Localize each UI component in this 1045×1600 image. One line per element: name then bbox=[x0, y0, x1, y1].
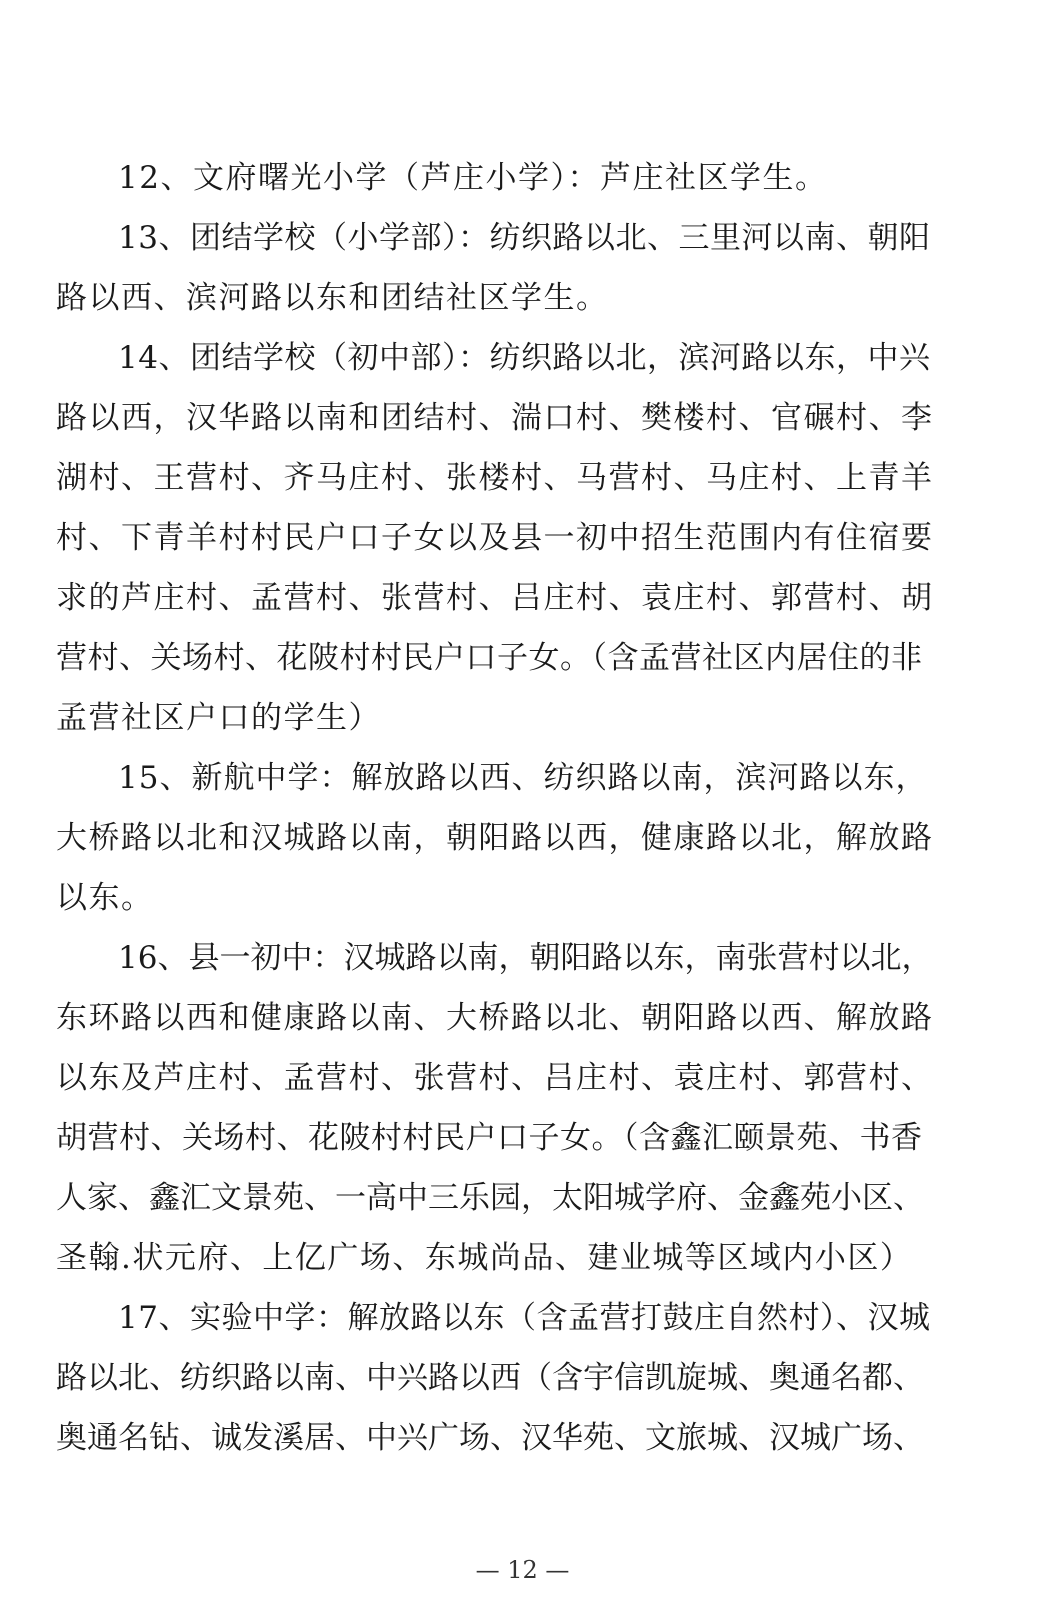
paragraph-14-line-5: 求的芦庄村、孟营村、张营村、吕庄村、袁庄村、郭营村、胡 bbox=[56, 580, 934, 616]
paragraph-14-line-3: 湖村、王营村、齐马庄村、张楼村、马营村、马庄村、上青羊 bbox=[56, 460, 934, 496]
paragraph-12-line-1: 12、文府曙光小学（芦庄小学）：芦庄社区学生。 bbox=[118, 160, 828, 196]
paragraph-17-line-1: 17、实验中学：解放路以东（含孟营打鼓庄自然村）、汉城 bbox=[118, 1300, 931, 1336]
paragraph-15-line-3: 以东。 bbox=[56, 880, 154, 916]
paragraph-13-line-2: 路以西、滨河路以东和团结社区学生。 bbox=[56, 280, 609, 316]
paragraph-15-line-1: 15、新航中学：解放路以西、纺织路以南，滨河路以东， bbox=[118, 760, 928, 796]
paragraph-14-line-2: 路以西，汉华路以南和团结村、湍口村、樊楼村、官碾村、李 bbox=[56, 400, 934, 436]
paragraph-14-line-1: 14、团结学校（初中部）：纺织路以北，滨河路以东，中兴 bbox=[118, 340, 931, 376]
paragraph-14-line-4: 村、下青羊村村民户口子女以及县一初中招生范围内有住宿要 bbox=[56, 520, 934, 556]
paragraph-16-line-3: 以东及芦庄村、孟营村、张营村、吕庄村、袁庄村、郭营村、 bbox=[56, 1060, 934, 1096]
paragraph-16-line-4: 胡营村、关场村、花陂村村民户口子女。（含鑫汇颐景苑、书香 bbox=[56, 1120, 923, 1156]
paragraph-17-line-3: 奥通名钻、诚发溪居、中兴广场、汉华苑、文旅城、汉城广场、 bbox=[56, 1420, 924, 1456]
paragraph-16-line-1: 16、县一初中：汉城路以南，朝阳路以东，南张营村以北， bbox=[118, 940, 933, 976]
paragraph-17-line-2: 路以北、纺织路以南、中兴路以西（含宇信凯旋城、奥通名都、 bbox=[56, 1360, 924, 1396]
page-number: — 12 — bbox=[475, 1556, 570, 1584]
paragraph-16-line-6: 圣翰.状元府、上亿广场、东城尚品、建业城等区域内小区） bbox=[56, 1240, 913, 1276]
paragraph-14-line-7: 孟营社区户口的学生） bbox=[56, 700, 381, 736]
paragraph-16-line-2: 东环路以西和健康路以南、大桥路以北、朝阳路以西、解放路 bbox=[56, 1000, 934, 1036]
paragraph-15-line-2: 大桥路以北和汉城路以南，朝阳路以西，健康路以北，解放路 bbox=[56, 820, 934, 856]
paragraph-13-line-1: 13、团结学校（小学部）：纺织路以北、三里河以南、朝阳 bbox=[118, 220, 931, 256]
paragraph-16-line-5: 人家、鑫汇文景苑、一高中三乐园，太阳城学府、金鑫苑小区、 bbox=[56, 1180, 924, 1216]
paragraph-14-line-6: 营村、关场村、花陂村村民户口子女。（含孟营社区内居住的非 bbox=[56, 640, 923, 676]
